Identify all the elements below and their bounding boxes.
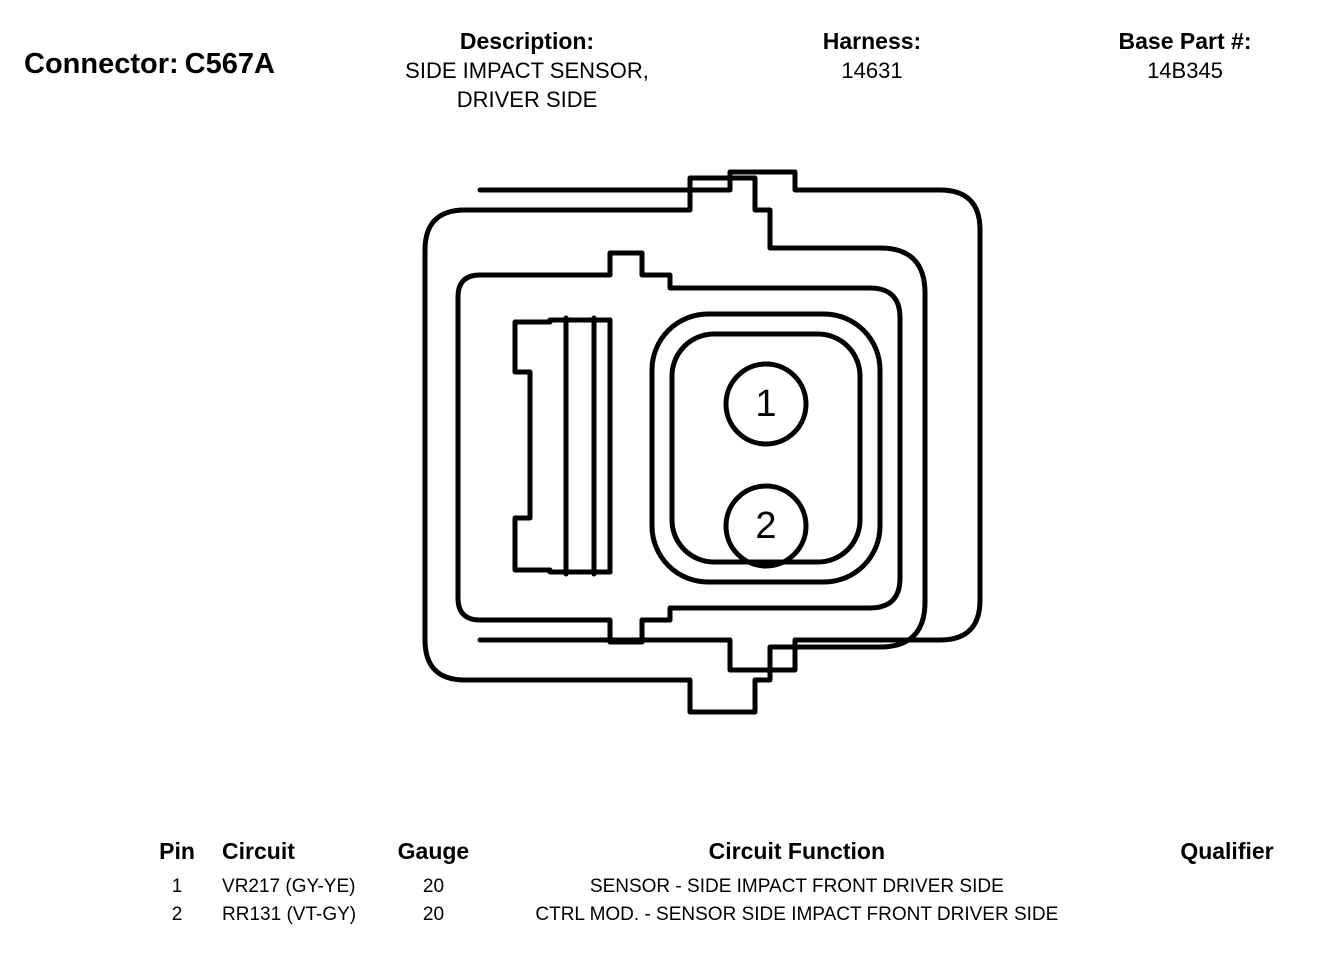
header [0, 0, 1344, 130]
cell-circuit: RR131 (VT-GY) [222, 904, 357, 925]
connector-id: C567A [184, 48, 275, 80]
column-header-circuit-function: Circuit Function [708, 838, 885, 864]
cell-circuit: VR217 (GY-YE) [222, 876, 356, 897]
column-header-circuit: Circuit [222, 838, 295, 864]
harness-block [742, 26, 1002, 86]
base-part-caption: Base Part #: [1118, 28, 1252, 54]
cell-qualifier [1110, 901, 1344, 929]
table-row [0, 901, 1344, 929]
pin-table-element [0, 838, 1344, 929]
pin-table [0, 838, 1344, 929]
cell-pin: 2 [171, 904, 183, 925]
base-part-value: 14B345 [1147, 58, 1223, 83]
pin-number-1-label: 1 [755, 383, 777, 425]
harness-caption: Harness: [822, 28, 922, 54]
cell-gauge: 20 [422, 904, 445, 925]
cell-circuit-function: SENSOR - SIDE IMPACT FRONT DRIVER SIDE [589, 876, 1004, 897]
pin-number-2-label: 2 [755, 505, 777, 547]
connector-title [24, 48, 275, 81]
description-caption: Description: [459, 28, 595, 54]
column-header-gauge: Gauge [397, 838, 470, 864]
description-value-line2: DRIVER SIDE [456, 87, 598, 112]
description-value-line1: SIDE IMPACT SENSOR, [405, 58, 649, 83]
cell-circuit-function: CTRL MOD. - SENSOR SIDE IMPACT FRONT DRIVER SIDE [535, 904, 1059, 925]
connector-label: Connector: [24, 48, 179, 80]
latch-bracket [515, 322, 550, 570]
cell-pin: 1 [171, 876, 183, 897]
column-header-pin: Pin [159, 838, 195, 864]
connector-outer-housing [425, 178, 925, 712]
connector-diagram [380, 150, 1000, 760]
table-header-row [0, 838, 1344, 873]
column-header-qualifier: Qualifier [1180, 838, 1274, 864]
connector-drawing-svg [380, 150, 1000, 760]
base-part-block [1040, 26, 1330, 86]
harness-value: 14631 [841, 58, 903, 83]
table-row [0, 873, 1344, 901]
cell-gauge: 20 [422, 876, 445, 897]
description-block [352, 26, 702, 114]
cell-qualifier [1110, 873, 1344, 901]
